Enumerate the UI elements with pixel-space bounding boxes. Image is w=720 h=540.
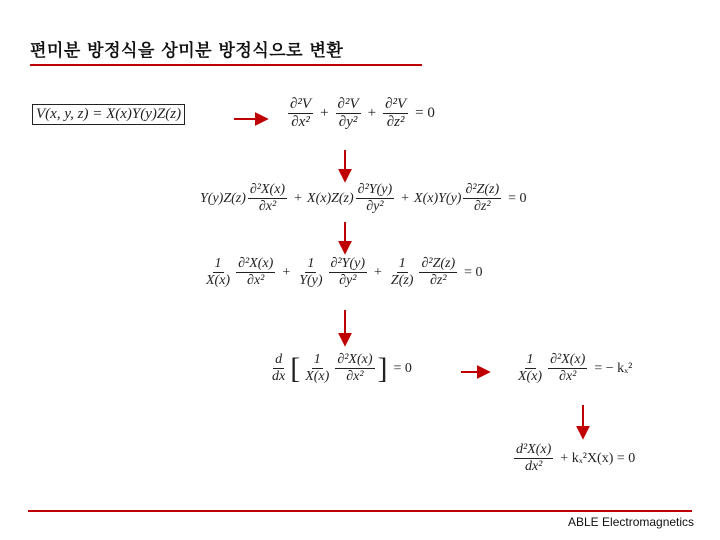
div-deriv-z-num: ∂²Z(z) [419, 256, 457, 273]
laplace-term-z [383, 96, 408, 132]
plus-sign: + [374, 264, 382, 280]
div-inv-x [204, 256, 232, 289]
div-deriv-x-num: ∂²X(x) [236, 256, 275, 273]
ode-den: dx² [524, 459, 543, 475]
div-deriv-y-den: ∂y² [339, 273, 357, 289]
div-deriv-z [419, 256, 457, 289]
title-underline [30, 64, 422, 66]
slide-title: 편미분 방정식을 상미분 방정식으로 변환 [30, 41, 344, 61]
plus-sign: + [294, 190, 303, 206]
sub-frac-x-den: ∂x² [258, 199, 277, 215]
plus-sign: + [320, 105, 329, 122]
div-deriv-z-den: ∂z² [430, 273, 447, 289]
deriv-second-x [335, 352, 374, 385]
ode-rhs: + kₓ²X(x) = 0 [560, 450, 636, 466]
plus-sign: + [282, 264, 291, 280]
sub-frac-y-num: ∂²Y(y) [356, 182, 394, 199]
laplace-term-x-num: ∂²V [288, 96, 313, 114]
divided-rhs: = 0 [464, 264, 483, 280]
div-inv-y-num: 1 [305, 256, 316, 273]
laplace-term-y-num: ∂²V [336, 96, 361, 114]
div-inv-y [297, 256, 324, 289]
laplace-term-x-den: ∂x² [291, 114, 310, 131]
laplace-term-y [336, 96, 361, 132]
d-dx-num: d [273, 352, 284, 369]
ode-num: d²X(x) [514, 442, 553, 459]
ode-equation [512, 442, 640, 475]
separation-formula: V(x, y, z) = X(x)Y(y)Z(z) [32, 104, 185, 125]
sub-frac-x [248, 182, 287, 215]
plus-sign: + [367, 105, 377, 122]
coef-xy: X(x)Y(y) [414, 190, 462, 206]
laplace-equation [286, 96, 440, 132]
derivative-rhs: = 0 [393, 360, 412, 376]
sc-second-x [548, 352, 587, 385]
divided-equation [202, 256, 488, 289]
sub-frac-z-den: ∂z² [474, 199, 491, 215]
sub-frac-x-num: ∂²X(x) [248, 182, 287, 199]
separation-constant-rhs: = − kₓ² [594, 360, 633, 376]
footer-text: ABLE Electromagnetics [568, 515, 695, 529]
separation-constant-equation [514, 352, 637, 385]
div-inv-y-den: Y(y) [299, 273, 323, 289]
sub-frac-y [356, 182, 394, 215]
right-bracket: ] [377, 351, 388, 385]
deriv-inv-x [303, 352, 331, 385]
derivative-equation [268, 352, 417, 385]
footer-rule [28, 510, 692, 512]
sc-inv-x [516, 352, 544, 385]
d-dx-den: dx [272, 369, 286, 385]
coef-xz: X(x)Z(z) [307, 190, 354, 206]
substituted-equation [200, 182, 532, 215]
laplace-term-z-den: ∂z² [386, 114, 405, 131]
substituted-rhs: = 0 [508, 190, 527, 206]
div-deriv-x [236, 256, 275, 289]
deriv-inv-x-den: X(x) [305, 369, 330, 385]
sc-inv-x-num: 1 [525, 352, 536, 369]
div-inv-z-den: Z(z) [390, 273, 414, 289]
div-inv-x-den: X(x) [206, 273, 231, 289]
separation-equation [32, 104, 185, 125]
sub-frac-z [463, 182, 501, 215]
sub-frac-y-den: ∂y² [366, 199, 384, 215]
div-inv-x-num: 1 [213, 256, 224, 273]
plus-sign: + [401, 190, 410, 206]
sc-second-x-den: ∂x² [559, 369, 577, 385]
laplace-term-z-num: ∂²V [383, 96, 408, 114]
laplace-term-y-den: ∂y² [338, 114, 358, 131]
coef-yz: Y(y)Z(z) [200, 190, 246, 206]
ode-second-derivative [514, 442, 553, 475]
sub-frac-z-num: ∂²Z(z) [463, 182, 501, 199]
div-deriv-x-den: ∂x² [247, 273, 265, 289]
deriv-second-x-num: ∂²X(x) [335, 352, 374, 369]
div-inv-z [389, 256, 416, 289]
laplace-rhs: = 0 [415, 105, 435, 122]
left-bracket: [ [290, 351, 301, 385]
deriv-second-x-den: ∂x² [346, 369, 364, 385]
sc-inv-x-den: X(x) [518, 369, 543, 385]
div-deriv-y-num: ∂²Y(y) [329, 256, 367, 273]
div-deriv-y [329, 256, 367, 289]
div-inv-z-num: 1 [397, 256, 408, 273]
deriv-inv-x-num: 1 [312, 352, 323, 369]
d-dx [270, 352, 287, 385]
laplace-term-x [288, 96, 313, 132]
sc-second-x-num: ∂²X(x) [548, 352, 587, 369]
